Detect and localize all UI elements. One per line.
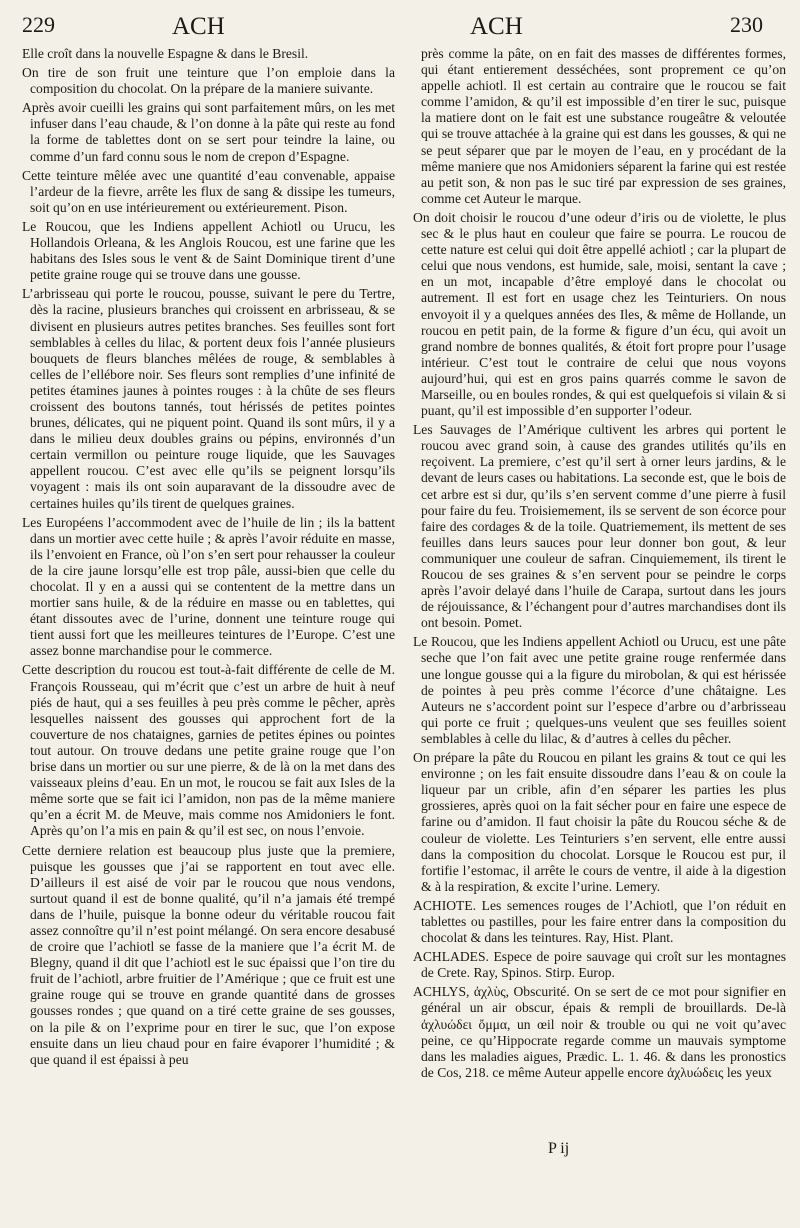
paragraph: Après avoir cueilli les grains qui sont parfaitement mûrs, on les met infuser dans l’eau chaude, & l’on donne à la pâte qui reste au fond la forme de tablettes dont on se sert pour teindre la laine, ou comme d’un fard connu sous le nom de crepon d’Espagne.	[22, 100, 395, 164]
paragraph: Le Roucou, que les Indiens appellent Achiotl ou Urucu, les Hollandois Orleana, & les Anglois Roucou, est une farine que les habitans des Isles sous le vent & de Saint Dominique tirent d’une petite graine rouge qui se trouve dans une gousse.	[22, 218, 395, 283]
paragraph: L’arbrisseau qui porte le roucou, pousse, suivant le pere du Tertre, dès la racine, plusieurs branches qui croissent en arbrisseau, & se divisent en plusieurs autres petites branches. Ses feuilles sont fort semblables à celles du lilac, & portent deux fois l’année plusieurs bouquets de fleurs blanches mêlées de rouge, & semblables à celles de l’ellébore noir. Ses fleurs sont remplies d’une infinité de petites étamines jaunes à pointes rouges : à la chûte de ses fleurs croissent des boutons tannés, tout hérissés de petites pointes brunes, délicates, qui ne piquent point. Quand ils sont mûrs, il y a dans le milieu deux doubles grains ou pépins, environnés d’un certain vermillon ou peinture rouge liquide, que les Sauvages appellent roucou. C’est avec elle qu’ils se peignent lorsqu’ils voyagent : mais ils ont soin auparavant de la dissoudre avec de certaines huiles qu’ils tirent de quelques graines.	[22, 286, 395, 511]
left-column	[22, 46, 395, 1084]
paragraph: Le Roucou, que les Indiens appellent Achiotl ou Urucu, est une pâte seche que l’on fait avec une petite graine rouge renfermée dans une longue gousse qui a la figure du mirobolan, & qui est hérissée de pointes à peu près comme l’écorce d’une châtaigne. Les Auteurs ne s’accordent point sur l’espece d’arbre ou d’arbrisseau qui porte ce fruit ; quelques-uns veulent que ses feuilles soient semblables à celle du lilac, & d’autres à celles du pêcher.	[413, 634, 786, 746]
paragraph: près comme la pâte, on en fait des masses de différentes formes, qui étant entierement desséchées, sont proprement ce qu’on appelle achiotl. Il est certain au contraire que le roucou se fait comme l’amidon, & qu’il est impossible d’en tirer le suc, puisque la matiere dont on le fait est une substance rougeâtre & veloutée qui se trouve attachée à la graine qui est dans les gousses, & qui ne se peut séparer que par le moyen de l’eau, en y procédant de la même maniere que nos Amidoniers séparent la farine qui est restée au petit son, & non pas le suc tiré par expression de ses graines, comme cet Auteur le marque.	[421, 46, 786, 206]
paragraph: Cette derniere relation est beaucoup plus juste que la premiere, puisque les gousses que j’ai se rapportent en tout avec elle. D’ailleurs il est aisé de voir par le roucou que nous vendons, surtout quand il est de bonne qualité, qu’il n’a jamais été trempé dans de l’huile, puisque la bonne odeur du véritable roucou fait assez connoître qu’il n’est point mélangé. On sera encore desabusé de croire que l’achiotl se fasse de la maniere que l’a écrit M. de Blegny, quand il dit que l’achiotl est le suc épaissi que l’on tire du fruit de l’achiotl, arbre fruitier de l’Amérique ; que ce fruit est une graine rouge qui se trouve en grande quantité dans de grosses gousses rondes ; que quand on a tiré cette graine de ses gousses, on la pile & on l’exprime pour en tirer le suc, que l’on expose ensuite dans un lieu chaud pour en faire évaporer l’humidité ; & que quand il est épaissi à peu	[22, 842, 395, 1067]
right-page-number: 230	[730, 12, 763, 37]
right-running-head: ACH	[470, 13, 523, 40]
paragraph: Cette teinture mêlée avec une quantité d’eau convenable, appaise l’ardeur de la fievre, arrête les flux de sang & dissipe les tumeurs, soit qu’on en use intérieurement ou extérieurement. Pison.	[22, 167, 395, 215]
paragraph: On prépare la pâte du Roucou en pilant les grains & tout ce qui les environne ; on les fait ensuite dissoudre dans l’eau & on coule la liqueur par un crible, afin d’en séparer les parties les plus grossieres, après quoi on la fait sécher pour en faire une espece de farine ou d’amidon. Il faut choisir la pâte du Roucou séche & de couleur de violette. Les Teinturiers s’en servent, elle entre aussi dans la composition du chocolat. Lorsque le Roucou est pur, il fortifie l’estomac, il arrête le cours de ventre, il aide à la digestion & à la respiration, & excite l’urine. Lemery.	[413, 750, 786, 894]
paragraph: Les Européens l’accommodent avec de l’huile de lin ; ils la battent dans un mortier avec cette huile ; & après l’avoir réduite en masse, ils l’envoient en France, où l’on s’en sert pour rehausser la couleur de la cire jaune lorsqu’elle est trop pâle, aussi-bien que celle du chocolat. Il y en a aussi qui se contentent de la mettre dans un mortier sans huile, & de la réduire en masse ou en tablettes, qui étant dissoutes avec de l’urine, donnent une teinture rouge qui tient aussi fort que les meilleures teintures de l’Europe. C’est une assez bonne marchandise pour le commerce.	[22, 514, 395, 659]
entry-achlades: ACHLADES. Espece de poire sauvage qui croît sur les montagnes de Crete. Ray, Spinos. Stirp. Europ.	[413, 949, 786, 981]
left-running-head: ACH	[172, 13, 225, 40]
right-column	[413, 46, 786, 1084]
left-page-number: 229	[22, 12, 55, 37]
paragraph: Les Sauvages de l’Amérique cultivent les arbres qui portent le roucou avec grand soin, à cause des grandes utilités qu’ils en reçoivent. La premiere, c’est qu’il sert à orner leurs jardins, & le devant de leurs cases ou habitations. La seconde est, que le bois de cet arbre est si dur, qu’ils s’en servent comme d’une pierre à fusil pour faire du feu. Troisiemement, ils se servent de son écorce pour faire des cordages & de la toile. Quatriemement, ils mettent de ses feuilles dans leurs sauces pour leur donner bon gout, & leur communiquer une couleur de safran. Cinquiemement, ils tirent le Roucou de ses graines & s’en servent pour se peindre le corps après l’avoir delayé dans l’huile de Carapa, surtout dans les jours de réjouissance, & l’échangent pour d’autres marchandises dont ils ont besoin. Pomet.	[413, 422, 786, 631]
entry-achlys: ACHLYS, ἀχλὺς, Obscurité. On se sert de ce mot pour signifier en général un air obscur, épais & rempli de brouillards. De-là ἀχλυώδει ὄμμα, un œil noir & trouble ou qui ne voit qu’avec peine, ce qu’Hippocrate regarde comme un mauvais symptome dans les maladies aigues, Prædic. L. 1. 46. & dans les pronostics de Cos, 218. ce même Auteur appelle encore ἀχλυώδεις les yeux	[413, 984, 786, 1080]
paragraph: Elle croît dans la nouvelle Espagne & dans le Bresil.	[22, 46, 309, 61]
signature-mark: P ij	[548, 1140, 570, 1157]
paragraph: Cette description du roucou est tout-à-fait différente de celle de M. François Rousseau, qui m’écrit que c’est un arbre de huit à neuf piés de haut, qui a ses feuilles à peu près comme le pêcher, après lesquelles naissent des gousses qui approchent fort de la couverture de nos chataignes, garnies de petites épines ou pointes tout autour. On trouve dedans une petite graine rouge que l’on brise dans un mortier ou sur une pierre, & de là on la met dans des vaisseaux pleins d’eau. En un mot, le roucou se fait aux Isles de la même sorte que se fait ici l’amidon, non pas de la même maniere qu’en a écrit M. de Meuve, mais comme nos Amidoniers le font. Après qu’on l’a mis en pain & qu’il est sec, on nous l’envoie.	[22, 662, 395, 839]
paragraph: On tire de son fruit une teinture que l’on emploie dans la composition du chocolat. On la prépare de la maniere suivante.	[22, 65, 395, 97]
entry-achiote: ACHIOTE. Les semences rouges de l’Achiotl, que l’on réduit en tablettes ou pastilles, pour les faire entrer dans la composition du chocolat & dans les teintures. Ray, Hist. Plant.	[413, 897, 786, 946]
text-columns	[22, 46, 786, 1084]
paragraph: On doit choisir le roucou d’une odeur d’iris ou de violette, le plus sec & le plus haut en couleur que faire se pourra. Le roucou de cette nature est celui qui doit être appellé achiotl ; car la plupart de celui que nous vendons, est humide, sale, moisi, sentant la cave ; en un mot, incapable d’être employé dans le chocolat ou autrement. Il est fort en usage chez les Teinturiers. On nous envoyoit il y a quelques années des Iles, & même de Hollande, un roucou en petit pain, de la forme & figure d’un écu, qui avoit un grand nombre de bonnes qualités, & étoit fort propre pour l’usage intérieur. C’est tout le contraire de celui que nous voyons aujourd’hui, qui est en gros pains quarrés comme le savon de Marseille, ou en boules rondes, & qui est quelquefois si vilain & si puant, qu’il est impossible d’en supporter l’odeur.	[413, 209, 786, 419]
